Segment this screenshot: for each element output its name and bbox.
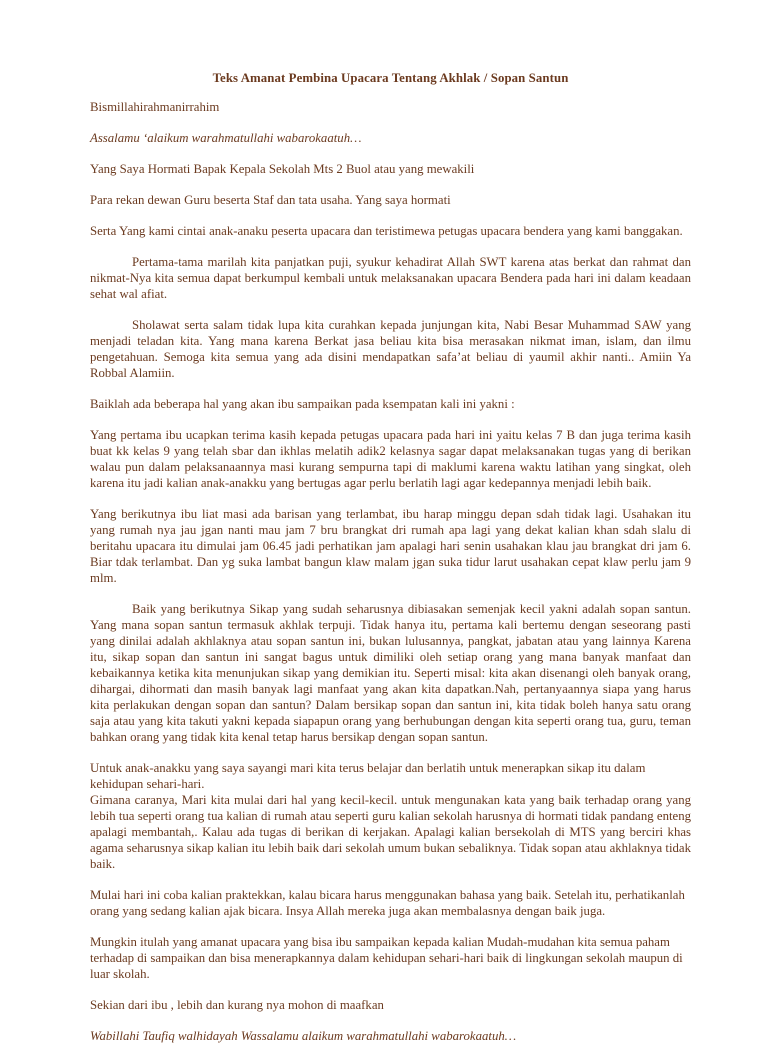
opening-basmala: Bismillahirahmanirrahim — [90, 100, 220, 114]
paragraph-practice: Mulai hari ini coba kalian praktekkan, kalau bicara harus menggunakan bahasa yang baik. Setelah itu, perhatikanlah orang yang sedang kalian ajak bicara. Insya Allah mereka juga akan membalasnya dengan baik juga. — [90, 888, 685, 918]
opening-salam: Assalamu ‘alaikum warahmatullahi wabarokaatuh… — [90, 131, 362, 145]
paragraph-gratitude: Pertama-tama marilah kita panjatkan puji, syukur kehadirat Allah SWT karena atas berkat dan rahmat dan nikmat-Nya kita semua dapat berkumpul kembali untuk melaksanakan upacara Bendera pada hari ini dalam keadaan sehat wal afiat. — [90, 255, 691, 301]
paragraph-apology: Sekian dari ibu , lebih dan kurang nya mohon di maafkan — [90, 998, 384, 1012]
paragraph-point-3: Baik yang berikutnya Sikap yang sudah seharusnya dibiasakan semenjak kecil yakni adalah sopan santun. Yang mana sopan santun termasuk akhlak terpuji. Tidak hanya itu, pertama kali bertemu dengan seseorang pasti yang dinilai adalah akhlaknya atau sopan santun ini, bukan lulusannya, pangkat, jabatan atau yang lainnya Karena itu, sikap sopan dan santun ini sangat bagus untuk dimiliki oleh setiap orang yang mana banyak manfaat dan kebaikannya ketika kita menunjukan sikap yang demikian itu. Seperti misal: kita akan disenangi oleh banyak orang, dihargai, dihormati dan masih banyak lagi manfaat yang akan kita dapatkan.Nah, pertanyaannya siapa yang harus kita perlakukan dengan sopan dan santun? Dalam bersikap sopan dan santun ini, kita tidak boleh hanya satu orang saja atau yang kita takuti yakni kepada siapapun orang yang berhubungan dengan kita seperti orang tua, guru, teman bahkan orang yang tidak kita kenal tetap harus bersikap dengan sopan santun. — [90, 602, 691, 744]
document-title: Teks Amanat Pembina Upacara Tentang Akhlak / Sopan Santun — [212, 71, 569, 85]
paragraph-exhortation: Untuk anak-anakku yang saya sayangi mari kita terus belajar dan berlatih untuk menerapkan sikap itu dalam kehidupan sehari-hari. — [90, 761, 646, 791]
greeting-students: Serta Yang kami cintai anak-anaku peserta upacara dan teristimewa petugas upacara bendera yang kami banggakan. — [90, 224, 683, 238]
paragraph-sholawat: Sholawat serta salam tidak lupa kita curahkan kepada junjungan kita, Nabi Besar Muhammad SAW yang menjadi teladan kita. Yang mana karena Berkat jasa beliau kita bisa merasakan nikmat iman, islam, dan ilmu pengetahuan. Semoga kita semua yang ada disini mendapatkan safa’at beliau di yaumil akhir nanti.. Amiin Ya Robbal Alamiin. — [90, 318, 691, 380]
closing-salam: Wabillahi Taufiq walhidayah Wassalamu alaikum warahmatullahi wabarokaatuh… — [90, 1029, 517, 1043]
paragraph-intro-points: Baiklah ada beberapa hal yang akan ibu sampaikan pada ksempatan kali ini yakni : — [90, 397, 515, 411]
greeting-principal: Yang Saya Hormati Bapak Kepala Sekolah Mts 2 Buol atau yang mewakili — [90, 162, 475, 176]
greeting-teachers: Para rekan dewan Guru beserta Staf dan tata usaha. Yang saya hormati — [90, 193, 451, 207]
paragraph-how-to: Gimana caranya, Mari kita mulai dari hal yang kecil-kecil. untuk mengunakan kata yang baik terhadap orang yang lebih tua seperti orang tua kalian di rumah atau seperti guru kalian sekolah harusnya di hormati tidak pandang enteng apalagi membantah,. Kalau ada tugas di berikan di kerjakan. Apalagi kalian bersekolah di MTS yang berciri khas agama seharusnya sikap kalian itu lebih baik dari sekolah umum bukan sebaliknya. Tidak sopan atau akhlaknya tidak baik. — [90, 793, 691, 871]
paragraph-point-2: Yang berikutnya ibu liat masi ada barisan yang terlambat, ibu harap minggu depan sdah tidak lagi. Usahakan itu yang rumah nya jau jgan nanti mau jam 7 bru brangkat dri rumah apa lagi yang dekat kalian khan sdah slalu di beritahu upacara itu dimulai jam 06.45 jadi perhatikan jam apalagi hari senin usahakan klau jau brangkat dri jam 6. Biar tdak terlambat. Dan yg suka lambat bangun klaw malam jgan suka tidur larut usahakan cepat klaw perlu jam 9 mlm. — [90, 507, 691, 585]
paragraph-closing: Mungkin itulah yang amanat upacara yang bisa ibu sampaikan kepada kalian Mudah-mudahan kita semua paham terhadap di sampaikan dan bisa menerapkannya dalam kehidupan sehari-hari baik di lingkungan sekolah maupun di luar skolah. — [90, 935, 683, 981]
paragraph-point-1: Yang pertama ibu ucapkan terima kasih kepada petugas upacara pada hari ini yaitu kelas 7 B dan juga terima kasih buat kk kelas 9 yang telah sbar dan ikhlas melatih adik2 kelasnya sagar dapat melaksanakan tugas yang di berikan walau pun dalam pelaksanaannya masi kurang sempurna tapi di maklumi karena waktu latihan yang singkat, oleh karena itu jadi kalian anak-anakku yang bertugas agar perlu berlatih lagi agar kedepannya menjadi lebih baik. — [90, 428, 691, 490]
